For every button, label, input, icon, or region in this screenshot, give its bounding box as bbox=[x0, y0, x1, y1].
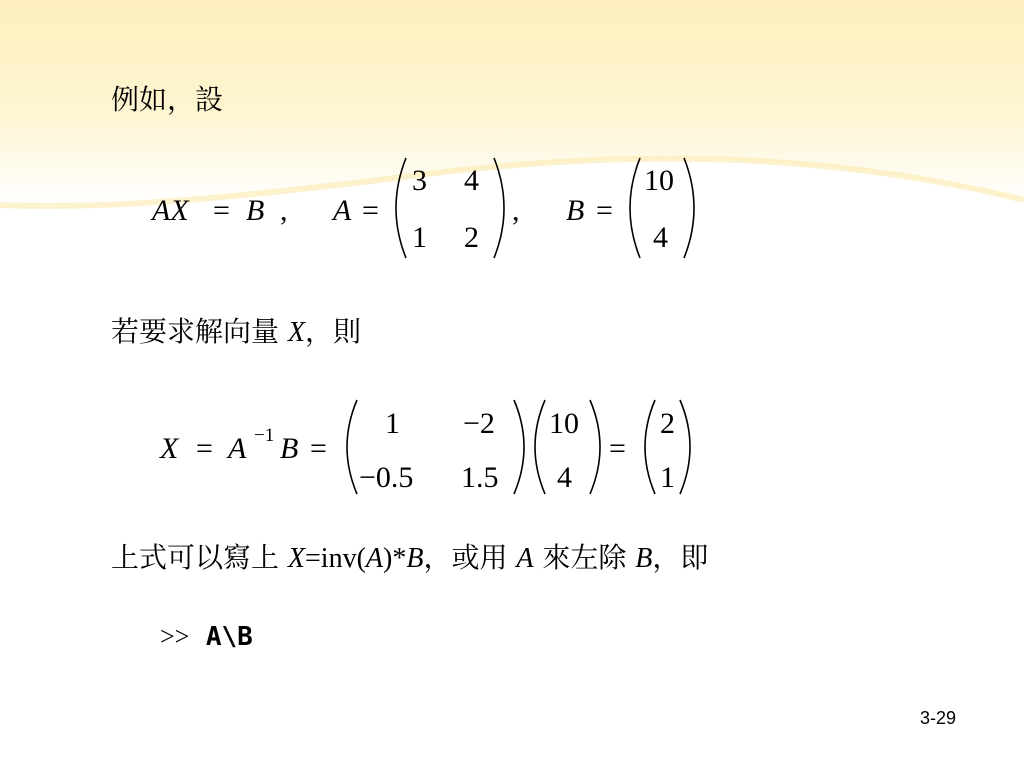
eq1-a-eq: = bbox=[362, 194, 379, 227]
eq1-a-comma: , bbox=[512, 194, 520, 227]
eq2-sup: −1 bbox=[254, 425, 275, 446]
vector-b-cell-2: 4 bbox=[653, 221, 668, 254]
explanation-p1: 上式可以寫上 bbox=[111, 541, 288, 574]
result-cell-2: 1 bbox=[660, 461, 675, 494]
inv-matrix-cell-12: −2 bbox=[463, 407, 495, 440]
result-right-paren bbox=[680, 400, 690, 494]
explanation-a2: A bbox=[516, 543, 534, 574]
command-code: A\B bbox=[205, 622, 253, 652]
explanation-p5: 來左除 bbox=[533, 541, 636, 574]
eq2-b: B bbox=[280, 432, 299, 465]
explanation-p6: ，即 bbox=[652, 541, 709, 574]
matrix-a-cell-11: 3 bbox=[412, 164, 427, 197]
matrix-a-cell-21: 1 bbox=[412, 221, 427, 254]
command-line bbox=[160, 624, 253, 650]
inv-matrix-cell-21: −0.5 bbox=[359, 461, 414, 494]
explanation-a: A bbox=[365, 543, 384, 574]
eq1-b-eq: = bbox=[596, 194, 613, 227]
page-number: 3-29 bbox=[920, 708, 957, 728]
inv-matrix-cell-22: 1.5 bbox=[461, 461, 499, 494]
eq1-a-name: A bbox=[333, 194, 352, 227]
explanation-x: X bbox=[287, 543, 306, 574]
solve-text-prefix: 若要求解向量 bbox=[111, 315, 288, 348]
eq1-b: B bbox=[246, 194, 265, 227]
matrix-a-cell-12: 4 bbox=[464, 164, 479, 197]
eq2-x: X bbox=[160, 432, 179, 465]
inv-matrix-right-paren bbox=[514, 400, 524, 494]
inv-matrix-left-paren bbox=[347, 400, 357, 494]
command-prompt: >> bbox=[160, 622, 190, 651]
explanation-b: B bbox=[406, 543, 424, 574]
solve-text-var: X bbox=[287, 317, 306, 348]
eq2-eq3: = bbox=[609, 432, 626, 465]
vec-b-left-paren bbox=[535, 400, 545, 494]
eq1-comma: , bbox=[280, 194, 288, 227]
eq2-eq1: = bbox=[196, 432, 213, 465]
eq2-eq2: = bbox=[310, 432, 327, 465]
result-cell-1: 2 bbox=[660, 407, 675, 440]
explanation-p2: =inv( bbox=[305, 543, 366, 574]
vec-b-cell-2: 4 bbox=[557, 461, 572, 494]
intro-text: 例如，設 bbox=[111, 83, 224, 116]
explanation-text bbox=[111, 541, 709, 574]
eq1-eq: = bbox=[213, 194, 230, 227]
explanation-p4: ，或用 bbox=[423, 541, 517, 574]
explanation-p3: )* bbox=[383, 543, 407, 574]
eq1-b-name: B bbox=[566, 194, 585, 227]
explanation-b2: B bbox=[635, 543, 653, 574]
inv-matrix-cell-11: 1 bbox=[385, 407, 400, 440]
vector-b-cell-1: 10 bbox=[644, 164, 674, 197]
vec-b-right-paren bbox=[590, 400, 600, 494]
eq2-a: A bbox=[228, 432, 247, 465]
matrix-a-cell-22: 2 bbox=[464, 221, 479, 254]
eq1-ax: AX bbox=[152, 194, 189, 227]
solve-text-suffix: ，則 bbox=[305, 315, 362, 348]
result-left-paren bbox=[645, 400, 655, 494]
vec-b-cell-1: 10 bbox=[549, 407, 579, 440]
